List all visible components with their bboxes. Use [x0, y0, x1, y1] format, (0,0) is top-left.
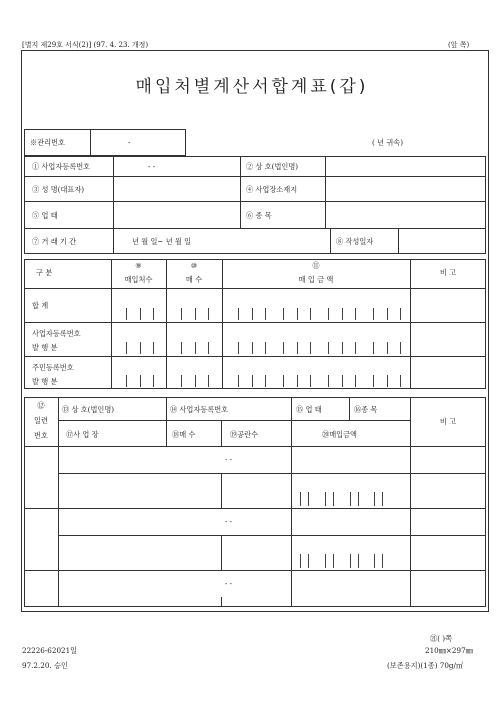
digit-tick — [297, 342, 298, 354]
digit-tick — [333, 492, 334, 506]
form-code: 22226-62021일 — [22, 646, 78, 655]
digit-tick — [195, 375, 196, 387]
digit-tick — [325, 492, 326, 506]
period-label: ⑦ 거 래 기 간 — [32, 237, 77, 246]
digit-tick — [283, 308, 284, 320]
col19-header: ⑲공란수 — [230, 430, 259, 439]
digit-tick — [297, 308, 298, 320]
representative-label: ③ 성 명(대표자) — [32, 185, 85, 194]
digit-tick — [328, 308, 329, 320]
serial-no-label-2: 번호 — [34, 431, 48, 440]
digit-tick — [126, 308, 127, 320]
digit-tick — [126, 375, 127, 387]
digit-tick — [387, 308, 388, 320]
digit-tick — [252, 375, 253, 387]
digit-tick — [350, 554, 351, 568]
detail-row1-reg-no[interactable]: - - — [224, 455, 233, 464]
digit-tick — [153, 342, 154, 354]
digit-tick — [308, 554, 309, 568]
col10-header: 매 수 — [185, 275, 203, 284]
business-type-label: ⑤ 업 태 — [32, 211, 58, 220]
period-value[interactable]: 년 월 일~ 년 월 일 — [132, 237, 192, 246]
digit-tick — [310, 308, 311, 320]
digit-tick — [342, 308, 343, 320]
col10-number: ⑩ — [190, 261, 198, 270]
page-count: ㉑( )쪽 — [430, 634, 453, 643]
digit-tick — [333, 554, 334, 568]
digit-tick — [140, 375, 141, 387]
digit-tick — [387, 342, 388, 354]
digit-tick — [400, 342, 401, 354]
digit-tick — [355, 308, 356, 320]
digit-tick — [252, 308, 253, 320]
col9-number: ⑨ — [135, 261, 142, 270]
summary-category-header: 구 분 — [36, 268, 53, 277]
form-title: 매입처별계산서합계표(갑) — [135, 77, 369, 97]
summary-row-total: 합 계 — [32, 301, 49, 310]
digit-tick — [382, 554, 383, 568]
digit-tick — [265, 308, 266, 320]
digit-tick — [195, 308, 196, 320]
digit-tick — [358, 554, 359, 568]
col11-header: 매 입 금 액 — [298, 275, 334, 284]
digit-tick — [400, 308, 401, 320]
digit-tick — [252, 342, 253, 354]
detail-row3-reg-no[interactable]: - - — [224, 579, 233, 588]
col9-header: 매입처수 — [124, 275, 153, 284]
digit-tick — [374, 492, 375, 506]
digit-tick — [126, 342, 127, 354]
paper-spec: (보존용지)(1종) 70g/㎡ — [387, 661, 464, 670]
business-item-label: ⑥ 종 목 — [246, 211, 272, 220]
digit-tick — [328, 342, 329, 354]
digit-tick — [300, 492, 301, 506]
approval-date: 97.2.20. 승인 — [22, 661, 68, 670]
form-reference: [별지 제29호 서식(2)] (97. 4. 23. 개정) — [22, 41, 149, 49]
digit-tick — [373, 308, 374, 320]
digit-tick — [283, 342, 284, 354]
detail-remarks-header: 비 고 — [439, 417, 457, 426]
page-side-label: (앞 쪽) — [448, 41, 470, 49]
digit-tick — [208, 342, 209, 354]
summary-row-business-sub: 발 행 분 — [32, 343, 58, 352]
digit-tick — [238, 342, 239, 354]
digit-tick — [140, 308, 141, 320]
company-name-label: ② 상 호(법인명) — [246, 162, 299, 171]
reg-no-value[interactable]: - - — [148, 162, 156, 171]
serial-no-number: ⑫ — [37, 401, 45, 410]
digit-tick — [358, 492, 359, 506]
digit-tick — [208, 308, 209, 320]
digit-tick — [153, 375, 154, 387]
attribution-year[interactable]: ( 년 귀속) — [372, 138, 404, 147]
col17-header: ⑰사 업 장 — [66, 430, 99, 439]
digit-tick — [342, 342, 343, 354]
col16-header: ⑯종 목 — [354, 405, 378, 414]
col20-header: ⑳매입금액 — [322, 430, 357, 439]
digit-tick — [238, 375, 239, 387]
digit-tick — [181, 342, 182, 354]
digit-tick — [310, 375, 311, 387]
digit-tick — [297, 375, 298, 387]
summary-row-resident-label: 주민등록번호 — [32, 363, 74, 372]
mgmt-no-label: ※관리번호 — [30, 138, 65, 147]
digit-tick — [308, 492, 309, 506]
digit-tick — [265, 342, 266, 354]
digit-tick — [387, 375, 388, 387]
reg-no-label: ① 사업자등록번호 — [32, 162, 91, 171]
digit-tick — [181, 375, 182, 387]
col11-number: ⑪ — [312, 261, 320, 270]
digit-tick — [373, 375, 374, 387]
address-label: ④ 사업장소재지 — [246, 185, 298, 194]
summary-remarks-header: 비 고 — [439, 268, 457, 277]
date-label: ⑧ 작성일자 — [336, 237, 374, 246]
digit-tick — [400, 375, 401, 387]
col14-header: ⑭ 사업자등록번호 — [170, 405, 229, 414]
col15-header: ⑮ 업 태 — [296, 405, 322, 414]
digit-tick — [300, 554, 301, 568]
digit-tick — [265, 375, 266, 387]
col18-header: ⑱매 수 — [172, 430, 196, 439]
serial-no-label-1: 일련 — [34, 416, 48, 425]
digit-tick — [355, 342, 356, 354]
digit-tick — [373, 342, 374, 354]
summary-row-business-label: 사업자등록번호 — [32, 329, 81, 338]
paper-size: 210㎜×297㎜ — [425, 646, 473, 655]
digit-tick — [238, 308, 239, 320]
digit-tick — [325, 554, 326, 568]
digit-tick — [153, 308, 154, 320]
detail-row2-reg-no[interactable]: - - — [224, 517, 233, 526]
digit-tick — [374, 554, 375, 568]
digit-tick — [283, 375, 284, 387]
digit-tick — [181, 308, 182, 320]
digit-tick — [350, 492, 351, 506]
summary-row-resident-sub: 발 행 분 — [32, 377, 58, 386]
digit-tick — [328, 375, 329, 387]
digit-tick — [382, 492, 383, 506]
col13-header: ⑬ 상 호(법인명) — [62, 405, 115, 414]
digit-tick — [342, 375, 343, 387]
digit-tick — [355, 375, 356, 387]
mgmt-no-value[interactable]: - — [128, 138, 131, 147]
digit-tick — [310, 342, 311, 354]
digit-tick — [140, 342, 141, 354]
digit-tick — [195, 342, 196, 354]
detail-table — [24, 397, 486, 607]
digit-tick — [208, 375, 209, 387]
